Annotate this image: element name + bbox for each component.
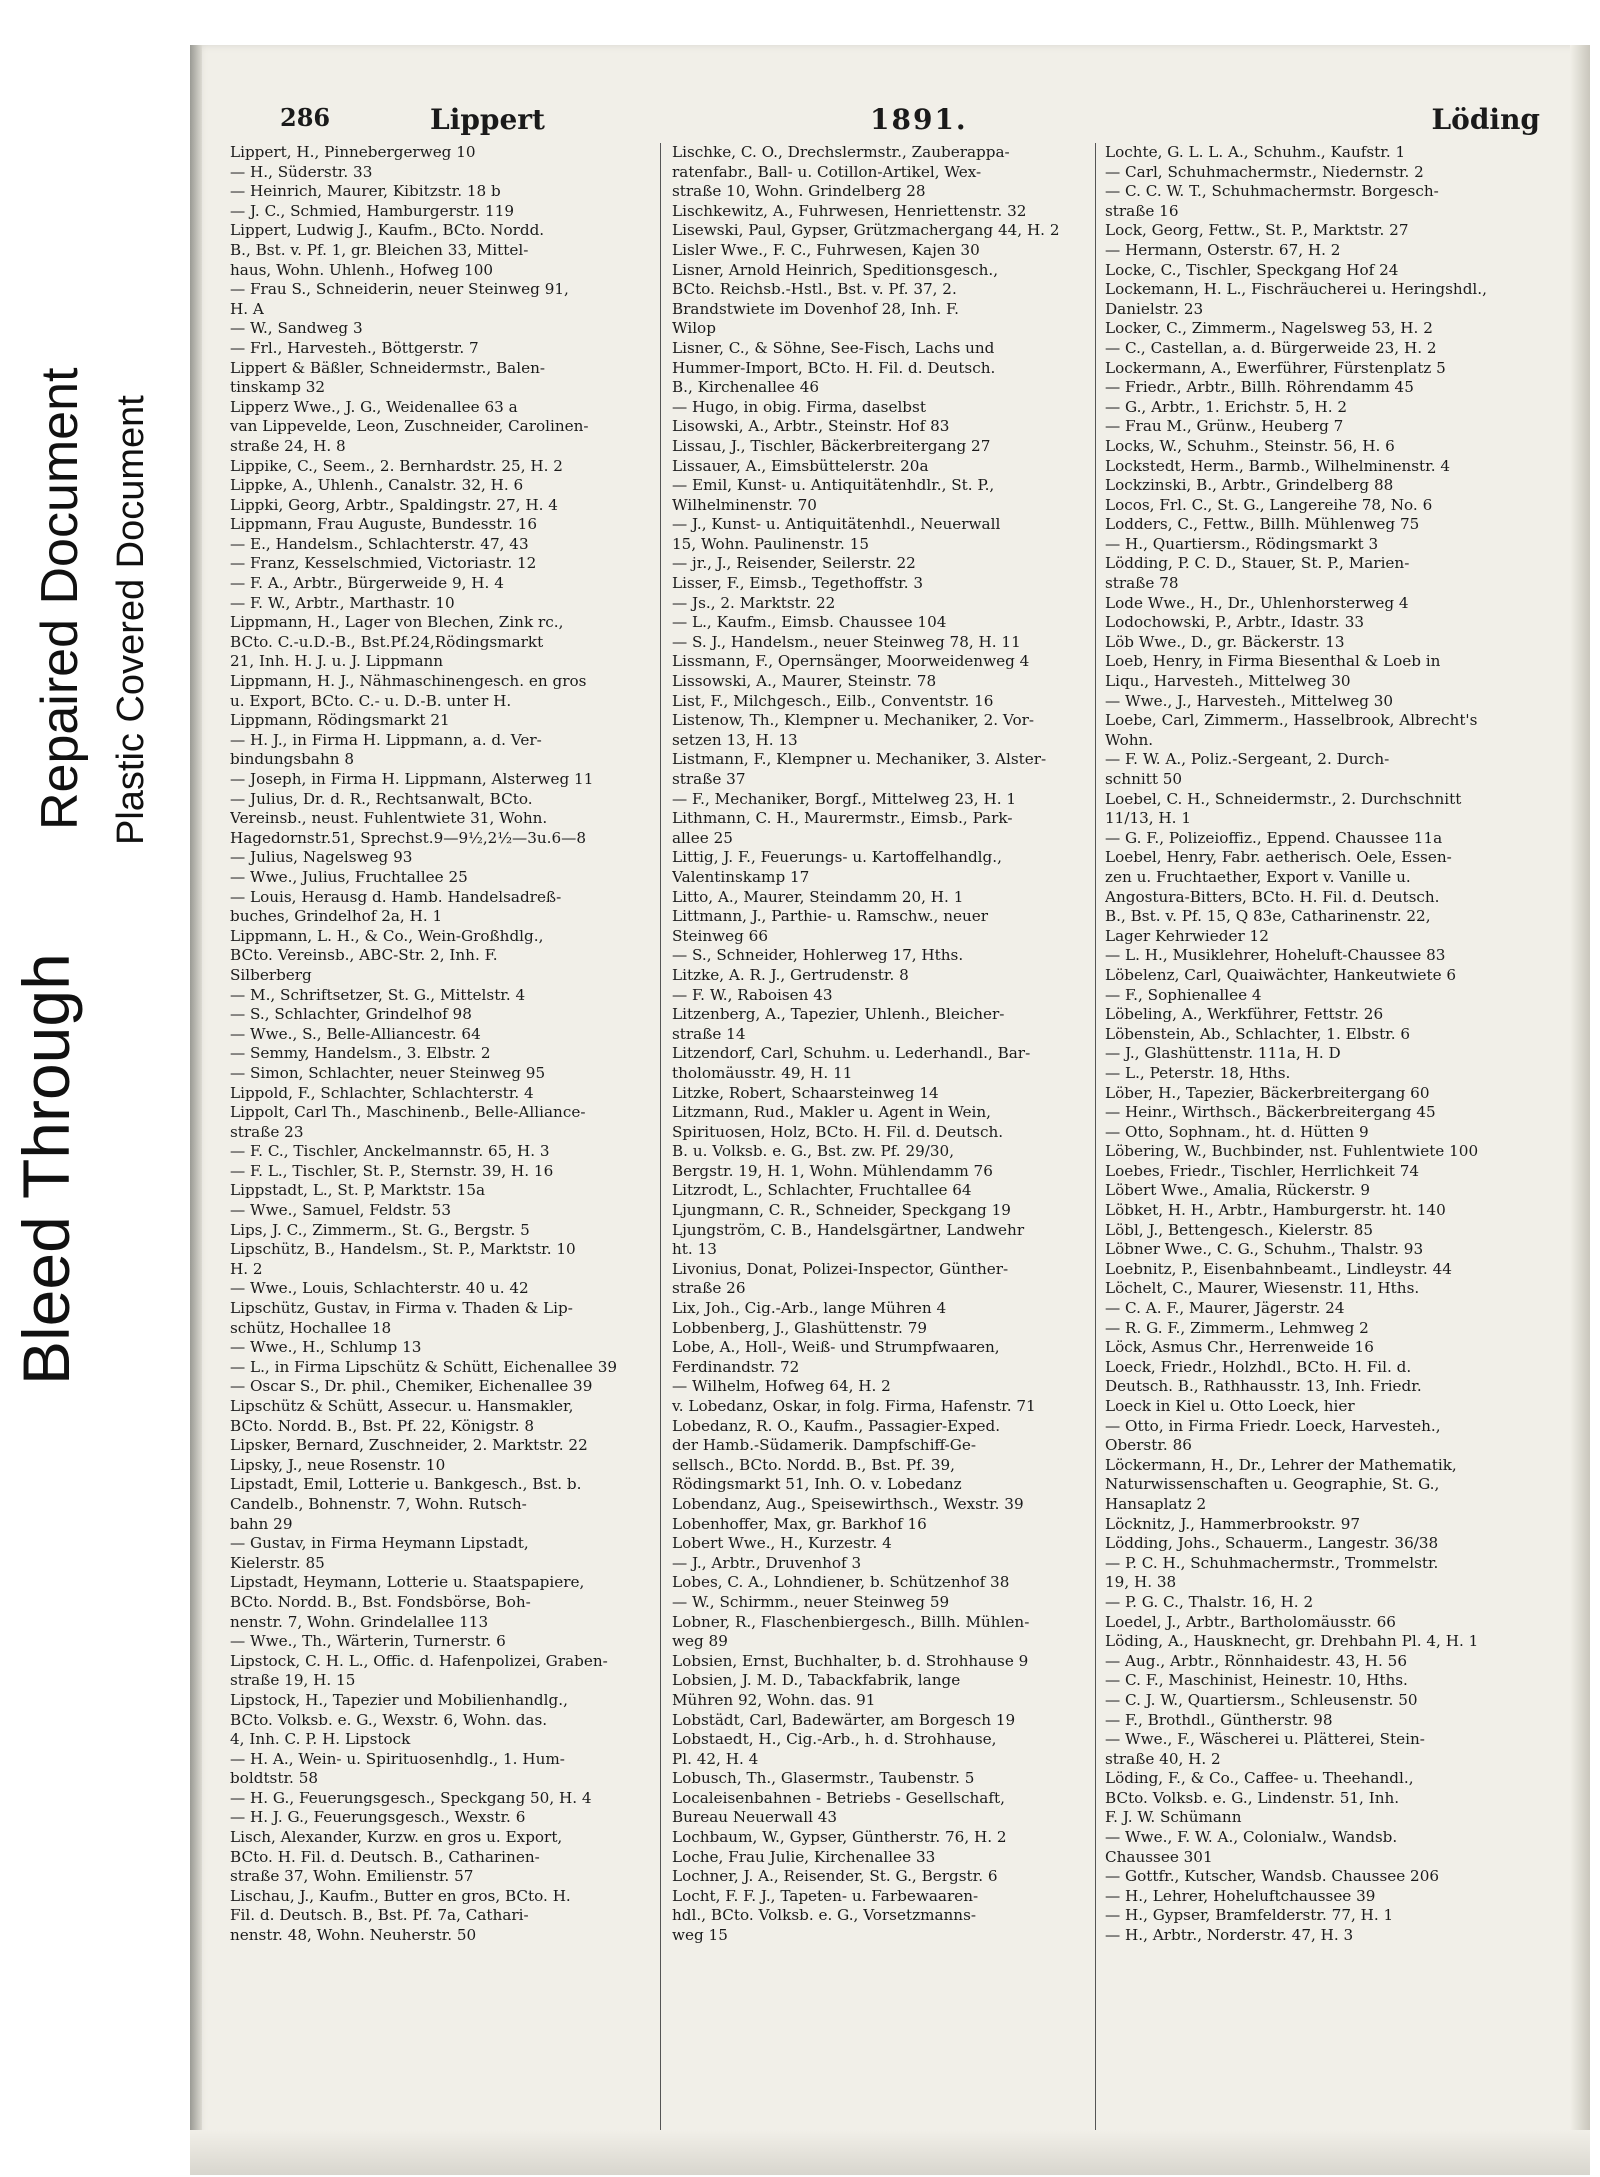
directory-entry-line: — F., Mechaniker, Borgf., Mittelweg 23, H. 1 [672, 789, 1017, 808]
directory-entry-line: buches, Grindelhof 2a, H. 1 [230, 907, 443, 926]
directory-entry-line: Lippert, Ludwig J., Kaufm., BCto. Nordd. [230, 221, 545, 240]
directory-entry-line: — Frau M., Grünw., Heuberg 7 [1105, 417, 1344, 436]
directory-entry-line: weg 15 [672, 1926, 728, 1945]
directory-entry-line: Locht, F. F. J., Tapeten- u. Farbewaaren- [672, 1886, 979, 1905]
directory-entry-line: straße 19, H. 15 [230, 1671, 356, 1690]
directory-entry-line: Locos, Frl. C., St. G., Langereihe 78, No. 6 [1105, 495, 1433, 514]
directory-entry-line: Vereinsb., neust. Fuhlentwiete 31, Wohn. [230, 809, 548, 828]
directory-entry-line: — H., Arbtr., Norderstr. 47, H. 3 [1105, 1926, 1354, 1945]
directory-entry-line: Lips, J. C., Zimmerm., St. G., Bergstr. 5 [230, 1220, 530, 1239]
directory-entry-line: Lisch, Alexander, Kurzw. en gros u. Export, [230, 1828, 563, 1847]
directory-entry-line: Lippmann, L. H., & Co., Wein-Großhdlg., [230, 926, 544, 945]
directory-entry-line: bahn 29 [230, 1514, 293, 1533]
directory-entry-line: — L., Kaufm., Eimsb. Chaussee 104 [672, 613, 947, 632]
directory-entry-line: Lippmann, Frau Auguste, Bundesstr. 16 [230, 515, 538, 534]
directory-entry-line: Lode Wwe., H., Dr., Uhlenhorsterweg 4 [1105, 593, 1409, 612]
directory-entry-line: 15, Wohn. Paulinenstr. 15 [672, 534, 870, 553]
directory-entry-line: straße 26 [672, 1279, 746, 1298]
directory-entry-line: — Wilhelm, Hofweg 64, H. 2 [672, 1377, 891, 1396]
directory-entry-line: BCto. Nordd. B., Bst. Fondsbörse, Boh- [230, 1592, 531, 1611]
directory-entry-line: Fil. d. Deutsch. B., Bst. Pf. 7a, Cathari- [230, 1906, 529, 1925]
directory-entry-line: Lisowski, A., Arbtr., Steinstr. Hof 83 [672, 417, 950, 436]
directory-entry-line: Lisner, Arnold Heinrich, Speditionsgesch., [672, 260, 999, 279]
directory-entry-line: Lippke, A., Uhlenh., Canalstr. 32, H. 6 [230, 476, 524, 495]
directory-entry-line: Litzke, Robert, Schaarsteinweg 14 [672, 1083, 939, 1102]
directory-entry-line: — Carl, Schuhmachermstr., Niedernstr. 2 [1105, 162, 1424, 181]
directory-entry-line: straße 14 [672, 1024, 746, 1043]
column-divider [1095, 143, 1096, 2138]
directory-entry-line: Löchelt, C., Maurer, Wiesenstr. 11, Hths. [1105, 1279, 1420, 1298]
directory-entry-line: — Wwe., F., Wäscherei u. Plätterei, Stein- [1105, 1730, 1425, 1749]
directory-entry-line: Lobendanz, Aug., Speisewirthsch., Wexstr. 39 [672, 1494, 1024, 1513]
directory-entry-line: — Heinr., Wirthsch., Bäckerbreitergang 45 [1105, 1103, 1436, 1122]
directory-entry-line: straße 37, Wohn. Emilienstr. 57 [230, 1867, 474, 1886]
directory-entry-line: Wilop [672, 319, 716, 338]
directory-entry-line: Rödingsmarkt 51, Inh. O. v. Lobedanz [672, 1475, 962, 1494]
directory-entry-line: — H. J. G., Feuerungsgesch., Wexstr. 6 [230, 1808, 526, 1827]
directory-entry-line: Lochner, J. A., Reisender, St. G., Bergstr. 6 [672, 1867, 998, 1886]
directory-entry-line: tholomäusstr. 49, H. 11 [672, 1063, 853, 1082]
directory-entry-line: — L. H., Musiklehrer, Hoheluft-Chaussee 83 [1105, 946, 1446, 965]
directory-entry-line: — C. F., Maschinist, Heinestr. 10, Hths. [1105, 1671, 1408, 1690]
directory-entry-line: — S., Schlachter, Grindelhof 98 [230, 1005, 472, 1024]
directory-entry-line: — E., Handelsm., Schlachterstr. 47, 43 [230, 534, 529, 553]
directory-entry-line: — F. W., Raboisen 43 [672, 985, 833, 1004]
directory-entry-line: Lobstädt, Carl, Badewärter, am Borgesch 19 [672, 1710, 1016, 1729]
directory-entry-line: Litzenberg, A., Tapezier, Uhlenh., Bleicher- [672, 1005, 1005, 1024]
directory-entry-line: H. 2 [230, 1259, 263, 1278]
directory-entry-line: Lödding, P. C. D., Stauer, St. P., Marien- [1105, 554, 1410, 573]
directory-entry-line: Loeb, Henry, in Firma Biesenthal & Loeb in [1105, 652, 1441, 671]
directory-entry-line: straße 23 [230, 1122, 304, 1141]
directory-entry-line: Lipsker, Bernard, Zuschneider, 2. Marktstr. 22 [230, 1436, 588, 1455]
directory-entry-line: Locke, C., Tischler, Speckgang Hof 24 [1105, 260, 1399, 279]
directory-entry-line: Litzrodt, L., Schlachter, Fruchtallee 64 [672, 1181, 972, 1200]
directory-entry-line: schütz, Hochallee 18 [230, 1318, 392, 1337]
directory-entry-line: Loeck in Kiel u. Otto Loeck, hier [1105, 1397, 1355, 1415]
directory-entry-line: straße 78 [1105, 574, 1179, 593]
directory-column-2 [672, 143, 1092, 1946]
directory-entry-line: Angostura-Bitters, BCto. H. Fil. d. Deutsch. [1105, 887, 1440, 906]
directory-entry-line: — C. A. F., Maurer, Jägerstr. 24 [1105, 1299, 1345, 1318]
directory-entry-line: Löck, Asmus Chr., Herrenweide 16 [1105, 1338, 1374, 1357]
directory-entry-line: Lock, Georg, Fettw., St. P., Marktstr. 27 [1105, 221, 1409, 240]
directory-entry-line: Lippmann, H. J., Nähmaschinengesch. en gros [230, 672, 587, 691]
directory-entry-line: Lobert Wwe., H., Kurzestr. 4 [672, 1534, 892, 1553]
directory-entry-line: Kielerstr. 85 [230, 1553, 325, 1572]
directory-entry-line: Lochte, G. L. L. A., Schuhm., Kaufstr. 1 [1105, 143, 1406, 161]
directory-entry-line: — J., Kunst- u. Antiquitätenhdl., Neuerwall [672, 515, 1001, 534]
directory-entry-line: Deutsch. B., Rathhausstr. 13, Inh. Friedr. [1105, 1377, 1422, 1396]
directory-entry-line: — Gottfr., Kutscher, Wandsb. Chaussee 206 [1105, 1867, 1440, 1886]
directory-entry-line: Hagedornstr.51, Sprechst.9—9½,2½—3u.6—8 [230, 828, 587, 847]
directory-entry-line: — Semmy, Handelsm., 3. Elbstr. 2 [230, 1044, 491, 1063]
directory-entry-line: Lippstadt, L., St. P, Marktstr. 15a [230, 1181, 486, 1200]
directory-entry-line: nenstr. 48, Wohn. Neuherstr. 50 [230, 1926, 477, 1945]
directory-entry-line: — F. L., Tischler, St. P., Sternstr. 39, H. 16 [230, 1161, 554, 1180]
directory-entry-line: Lissowski, A., Maurer, Steinstr. 78 [672, 672, 937, 691]
directory-entry-line: Lobes, C. A., Lohndiener, b. Schützenhof 38 [672, 1573, 1010, 1592]
directory-entry-line: — Julius, Nagelsweg 93 [230, 848, 413, 867]
plastic-covered-stamp: Plastic Covered Document [110, 395, 152, 845]
directory-entry-line: Lissmann, F., Opernsänger, Moorweidenweg 4 [672, 652, 1030, 671]
directory-entry-line: — Otto, Sophnam., ht. d. Hütten 9 [1105, 1122, 1369, 1141]
directory-entry-line: Lödding, Johs., Schauerm., Langestr. 36/38 [1105, 1534, 1439, 1553]
directory-entry-line: — W., Sandweg 3 [230, 319, 363, 338]
directory-entry-line: — Gustav, in Firma Heymann Lipstadt, [230, 1534, 529, 1553]
directory-entry-line: Löding, F., & Co., Caffee- u. Theehandl., [1105, 1769, 1414, 1788]
directory-entry-line: Wilhelminenstr. 70 [672, 495, 817, 514]
directory-entry-line: Lippert & Bäßler, Schneidermstr., Balen- [230, 358, 545, 377]
directory-entry-line: Löding, A., Hausknecht, gr. Drehbahn Pl. 4, H. 1 [1105, 1632, 1479, 1651]
directory-entry-line: Litzke, A. R. J., Gertrudenstr. 8 [672, 965, 909, 984]
directory-entry-line: Lobusch, Th., Glasermstr., Taubenstr. 5 [672, 1769, 975, 1788]
directory-entry-line: — Heinrich, Maurer, Kibitzstr. 18 b [230, 182, 501, 201]
directory-entry-line: — F. W. A., Poliz.-Sergeant, 2. Durch- [1105, 750, 1390, 769]
directory-entry-line: Lithmann, C. H., Maurermstr., Eimsb., Park- [672, 809, 1013, 828]
directory-entry-line: — J., Glashüttenstr. 111a, H. D [1105, 1044, 1341, 1063]
directory-entry-line: BCto. Vereinsb., ABC-Str. 2, Inh. F. [230, 946, 498, 965]
directory-entry-line: — Wwe., F. W. A., Colonialw., Wandsb. [1105, 1828, 1398, 1847]
directory-entry-line: — L., in Firma Lipschütz & Schütt, Eichenallee 39 [230, 1357, 618, 1376]
directory-entry-line: — F. A., Arbtr., Bürgerweide 9, H. 4 [230, 574, 504, 593]
directory-entry-line: BCto. H. Fil. d. Deutsch. B., Catharinen- [230, 1847, 540, 1866]
directory-entry-line: Pl. 42, H. 4 [672, 1749, 759, 1768]
directory-entry-line: — C. C. W. T., Schuhmachermstr. Borgesch- [1105, 182, 1439, 201]
directory-entry-line: Loeck, Friedr., Holzhdl., BCto. H. Fil. d. [1105, 1357, 1412, 1376]
directory-entry-line: — Louis, Herausg d. Hamb. Handelsadreß- [230, 887, 562, 906]
directory-entry-line: Locker, C., Zimmerm., Nagelsweg 53, H. 2 [1105, 319, 1433, 338]
directory-entry-line: Ljungström, C. B., Handelsgärtner, Landwehr [672, 1220, 1025, 1239]
directory-entry-line: Lipschütz, Gustav, in Firma v. Thaden & Lip- [230, 1299, 573, 1318]
directory-entry-line: Wohn. [1105, 730, 1154, 749]
directory-entry-line: Lisewski, Paul, Gypser, Grützmachergang 44, H. 2 [672, 221, 1060, 240]
directory-entry-line: Loebel, C. H., Schneidermstr., 2. Durchschnitt [1105, 789, 1462, 808]
directory-entry-line: BCto. Reichsb.-Hstl., Bst. v. Pf. 37, 2. [672, 280, 957, 299]
directory-entry-line: Livonius, Donat, Polizei-Inspector, Günther- [672, 1259, 1009, 1278]
directory-entry-line: Steinweg 66 [672, 926, 768, 945]
directory-entry-line: Löbenstein, Ab., Schlachter, 1. Elbstr. 6 [1105, 1024, 1411, 1043]
directory-entry-line: — Wwe., Th., Wärterin, Turnerstr. 6 [230, 1632, 506, 1651]
bleed-through-stamp: Bleed Through [9, 953, 83, 1385]
directory-entry-line: — J. C., Schmied, Hamburgerstr. 119 [230, 201, 515, 220]
directory-entry-line: Lager Kehrwieder 12 [1105, 926, 1269, 945]
directory-entry-line: Lippmann, Rödingsmarkt 21 [230, 711, 450, 730]
directory-entry-line: Loche, Frau Julie, Kirchenallee 33 [672, 1847, 936, 1866]
directory-entry-line: Lippki, Georg, Arbtr., Spaldingstr. 27, H. 4 [230, 495, 558, 514]
directory-entry-line: Danielstr. 23 [1105, 299, 1204, 318]
directory-entry-line: nenstr. 7, Wohn. Grindelallee 113 [230, 1612, 489, 1631]
directory-entry-line: haus, Wohn. Uhlenh., Hofweg 100 [230, 260, 494, 279]
directory-entry-line: F. J. W. Schümann [1105, 1808, 1242, 1827]
directory-entry-line: — Wwe., J., Harvesteh., Mittelweg 30 [1105, 691, 1394, 710]
directory-entry-line: BCto. C.-u.D.-B., Bst.Pf.24,Rödingsmarkt [230, 632, 544, 651]
directory-entry-line: — F. W., Arbtr., Marthastr. 10 [230, 593, 455, 612]
directory-entry-line: tinskamp 32 [230, 378, 326, 397]
directory-entry-line: — Wwe., Samuel, Feldstr. 53 [230, 1201, 451, 1220]
directory-entry-line: Spirituosen, Holz, BCto. H. Fil. d. Deutsch. [672, 1122, 1004, 1141]
directory-entry-line: Hummer-Import, BCto. H. Fil. d. Deutsch. [672, 358, 996, 377]
page-bottom-shade [190, 2130, 1590, 2175]
header-year: 1891. [870, 103, 968, 136]
directory-entry-line: — Js., 2. Marktstr. 22 [672, 593, 836, 612]
directory-entry-line: Liqu., Harvesteh., Mittelweg 30 [1105, 672, 1351, 691]
directory-entry-line: Lodochowski, P., Arbtr., Idastr. 33 [1105, 613, 1365, 632]
directory-entry-line: — Oscar S., Dr. phil., Chemiker, Eichenallee 39 [230, 1377, 593, 1396]
directory-entry-line: Lipstock, C. H. L., Offic. d. Hafenpolizei, Graben- [230, 1651, 608, 1670]
directory-entry-line: weg 89 [672, 1632, 728, 1651]
directory-entry-line: Lockemann, H. L., Fischräucherei u. Heringshdl., [1105, 280, 1487, 299]
directory-entry-line: — Wwe., S., Belle-Alliancestr. 64 [230, 1024, 481, 1043]
directory-entry-line: Lobenhoffer, Max, gr. Barkhof 16 [672, 1514, 927, 1533]
directory-entry-line: — H., Gypser, Bramfelderstr. 77, H. 1 [1105, 1906, 1394, 1925]
directory-entry-line: 21, Inh. H. J. u. J. Lippmann [230, 652, 444, 671]
repaired-document-stamp: Repaired Document [31, 367, 89, 830]
directory-entry-line: — C. J. W., Quartiersm., Schleusenstr. 50 [1105, 1690, 1418, 1709]
directory-entry-line: — Emil, Kunst- u. Antiquitätenhdlr., St. P., [672, 476, 995, 495]
directory-entry-line: BCto. Volksb. e. G., Lindenstr. 51, Inh. [1105, 1788, 1400, 1807]
directory-entry-line: Lipperz Wwe., J. G., Weidenallee 63 a [230, 397, 518, 416]
directory-entry-line: straße 40, H. 2 [1105, 1749, 1221, 1768]
directory-entry-line: Löber, H., Tapezier, Bäckerbreitergang 60 [1105, 1083, 1430, 1102]
directory-entry-line: Lippike, C., Seem., 2. Bernhardstr. 25, H. 2 [230, 456, 563, 475]
directory-entry-line: — Otto, in Firma Friedr. Loeck, Harvesteh., [1105, 1416, 1441, 1435]
directory-entry-line: u. Export, BCto. C.- u. D.-B. unter H. [230, 691, 512, 710]
directory-entry-line: Lipschütz & Schütt, Assecur. u. Hansmakler, [230, 1397, 574, 1415]
directory-entry-line: Lochbaum, W., Gypser, Güntherstr. 76, H. 2 [672, 1828, 1007, 1847]
directory-entry-line: ratenfabr., Ball- u. Cotillon-Artikel, Wex- [672, 162, 982, 181]
directory-entry-line: 4, Inh. C. P. H. Lipstock [230, 1730, 411, 1749]
directory-entry-line: Lobedanz, R. O., Kaufm., Passagier-Exped. [672, 1416, 1001, 1435]
directory-entry-line: bindungsbahn 8 [230, 750, 354, 769]
directory-entry-line: List, F., Milchgesch., Eilb., Conventstr. 16 [672, 691, 994, 710]
directory-entry-line: — S., Schneider, Hohlerweg 17, Hths. [672, 946, 964, 965]
directory-entry-line: — H., Quartiersm., Rödingsmarkt 3 [1105, 534, 1379, 553]
directory-entry-line: B., Kirchenallee 46 [672, 378, 820, 397]
directory-entry-line: Littmann, J., Parthie- u. Ramschw., neuer [672, 907, 988, 926]
directory-entry-line: Lippold, F., Schlachter, Schlachterstr. 4 [230, 1083, 534, 1102]
directory-entry-line: Loedel, J., Arbtr., Bartholomäusstr. 66 [1105, 1612, 1396, 1631]
directory-entry-line: — Simon, Schlachter, neuer Steinweg 95 [230, 1063, 546, 1082]
directory-entry-line: Löckermann, H., Dr., Lehrer der Mathematik, [1105, 1455, 1457, 1474]
directory-entry-line: Löbket, H. H., Arbtr., Hamburgerstr. ht. 140 [1105, 1201, 1446, 1220]
directory-entry-line: — H. J., in Firma H. Lippmann, a. d. Ver- [230, 730, 542, 749]
directory-entry-line: — jr., J., Reisender, Seilerstr. 22 [672, 554, 916, 573]
directory-entry-line: setzen 13, H. 13 [672, 730, 798, 749]
directory-entry-line: Lissauer, A., Eimsbüttelerstr. 20a [672, 456, 929, 475]
directory-entry-line: allee 25 [672, 828, 733, 847]
directory-entry-line: — Frau S., Schneiderin, neuer Steinweg 91, [230, 280, 569, 299]
directory-entry-line: — G. F., Polizeioffiz., Eppend. Chaussee 11a [1105, 828, 1443, 847]
column-divider [660, 143, 661, 2138]
directory-entry-line: Littig, J. F., Feuerungs- u. Kartoffelhandlg., [672, 848, 1002, 867]
page-fold-shadow [1570, 45, 1590, 2175]
directory-entry-line: BCto. Volksb. e. G., Wexstr. 6, Wohn. das. [230, 1710, 548, 1729]
directory-entry-line: Löbelenz, Carl, Quaiwächter, Hankeutwiete 6 [1105, 965, 1457, 984]
directory-entry-line: Ferdinandstr. 72 [672, 1357, 800, 1376]
directory-entry-line: Lobstaedt, H., Cig.-Arb., h. d. Strohhause, [672, 1730, 997, 1749]
directory-entry-line: Loebes, Friedr., Tischler, Herrlichkeit 74 [1105, 1161, 1420, 1180]
directory-entry-line: — Friedr., Arbtr., Billh. Röhrendamm 45 [1105, 378, 1414, 397]
directory-entry-line: Löbering, W., Buchbinder, nst. Fuhlentwiete 100 [1105, 1142, 1479, 1161]
directory-entry-line: Ljungmann, C. R., Schneider, Speckgang 19 [672, 1201, 1011, 1220]
directory-entry-line: — Joseph, in Firma H. Lippmann, Alsterweg 11 [230, 770, 594, 788]
directory-entry-line: Lipstadt, Heymann, Lotterie u. Staatspapiere, [230, 1573, 585, 1592]
header-right-keyword: Löding [1431, 103, 1540, 136]
directory-entry-line: H. A [230, 299, 264, 318]
directory-entry-line: Lipstadt, Emil, Lotterie u. Bankgesch., Bst. b. [230, 1475, 582, 1494]
directory-entry-line: Lipschütz, B., Handelsm., St. P., Marktstr. 10 [230, 1240, 576, 1259]
directory-entry-line: straße 24, H. 8 [230, 436, 346, 455]
page-number: 286 [280, 103, 331, 132]
directory-entry-line: — P. C. H., Schuhmachermstr., Trommelstr. [1105, 1553, 1439, 1572]
directory-entry-line: — H., Süderstr. 33 [230, 162, 373, 181]
directory-entry-line: 19, H. 38 [1105, 1573, 1177, 1592]
directory-entry-line: — G., Arbtr., 1. Erichstr. 5, H. 2 [1105, 397, 1348, 416]
directory-entry-line: — Wwe., H., Schlump 13 [230, 1338, 422, 1357]
directory-entry-line: — Julius, Dr. d. R., Rechtsanwalt, BCto. [230, 789, 533, 808]
directory-entry-line: Loebnitz, P., Eisenbahnbeamt., Lindleystr. 44 [1105, 1259, 1452, 1278]
directory-entry-line: Lobsien, Ernst, Buchhalter, b. d. Strohhause 9 [672, 1651, 1029, 1670]
directory-entry-line: — J., Arbtr., Druvenhof 3 [672, 1553, 862, 1572]
directory-entry-line: Lissau, J., Tischler, Bäckerbreitergang 27 [672, 436, 991, 455]
directory-entry-line: Listenow, Th., Klempner u. Mechaniker, 2. Vor- [672, 711, 1034, 730]
directory-entry-line: Loebe, Carl, Zimmerm., Hasselbrook, Albrecht's [1105, 711, 1478, 730]
directory-entry-line: Lipstock, H., Tapezier und Mobilienhandlg., [230, 1690, 568, 1709]
directory-entry-line: Locks, W., Schuhm., Steinstr. 56, H. 6 [1105, 436, 1395, 455]
directory-entry-line: — R. G. F., Zimmerm., Lehmweg 2 [1105, 1318, 1369, 1337]
directory-entry-line: Lisner, C., & Söhne, See-Fisch, Lachs und [672, 338, 995, 357]
directory-entry-line: der Hamb.-Südamerik. Dampfschiff-Ge- [672, 1436, 977, 1455]
directory-entry-line: Löbl, J., Bettengesch., Kielerstr. 85 [1105, 1220, 1374, 1239]
directory-entry-line: boldtstr. 58 [230, 1769, 319, 1788]
directory-entry-line: Lischau, J., Kaufm., Butter en gros, BCto. H. [230, 1886, 571, 1905]
directory-entry-line: Litzmann, Rud., Makler u. Agent in Wein, [672, 1103, 992, 1122]
directory-entry-line: — Hugo, in obig. Firma, daselbst [672, 397, 926, 416]
directory-entry-line: Lipsky, J., neue Rosenstr. 10 [230, 1455, 446, 1474]
directory-entry-line: Löbert Wwe., Amalia, Rückerstr. 9 [1105, 1181, 1371, 1200]
directory-entry-line: — Wwe., Louis, Schlachterstr. 40 u. 42 [230, 1279, 529, 1298]
directory-entry-line: van Lippevelde, Leon, Zuschneider, Carolinen- [230, 417, 589, 436]
directory-entry-line: Valentinskamp 17 [672, 867, 810, 886]
directory-entry-line: Litto, A., Maurer, Steindamm 20, H. 1 [672, 887, 964, 906]
directory-entry-line: — W., Schirmm., neuer Steinweg 59 [672, 1592, 950, 1611]
directory-entry-line: — S. J., Handelsm., neuer Steinweg 78, H. 11 [672, 632, 1021, 651]
directory-entry-line: Lippolt, Carl Th., Maschinenb., Belle-Alliance- [230, 1103, 586, 1122]
directory-entry-line: straße 37 [672, 770, 746, 788]
directory-entry-line: Löbner Wwe., C. G., Schuhm., Thalstr. 93 [1105, 1240, 1424, 1259]
directory-entry-line: straße 10, Wohn. Grindelberg 28 [672, 182, 926, 201]
directory-entry-line: Bergstr. 19, H. 1, Wohn. Mühlendamm 76 [672, 1161, 993, 1180]
directory-entry-line: Localeisenbahnen - Betriebs - Gesellschaft, [672, 1788, 1005, 1807]
directory-entry-line: Chaussee 301 [1105, 1847, 1213, 1866]
header-left-keyword: Lippert [430, 103, 545, 136]
directory-entry-line: Lodders, C., Fettw., Billh. Mühlenweg 75 [1105, 515, 1420, 534]
directory-entry-line: — Hermann, Osterstr. 67, H. 2 [1105, 240, 1341, 259]
directory-entry-line: Löbeling, A., Werkführer, Fettstr. 26 [1105, 1005, 1384, 1024]
directory-entry-line: — Frl., Harvesteh., Böttgerstr. 7 [230, 338, 479, 357]
directory-entry-line: zen u. Fruchtaether, Export v. Vanille u. [1105, 867, 1411, 886]
directory-entry-line: Lockzinski, B., Arbtr., Grindelberg 88 [1105, 476, 1394, 495]
page-binding-edge [190, 45, 202, 2175]
directory-column-3 [1105, 143, 1535, 1946]
directory-entry-line: ht. 13 [672, 1240, 717, 1259]
document-page [190, 45, 1590, 2175]
directory-column-1 [230, 143, 655, 1946]
directory-entry-line: — C., Castellan, a. d. Bürgerweide 23, H. 2 [1105, 338, 1437, 357]
directory-entry-line: Lix, Joh., Cig.-Arb., lange Mühren 4 [672, 1299, 947, 1318]
directory-entry-line: — H. A., Wein- u. Spirituosenhdlg., 1. Hum- [230, 1749, 565, 1768]
directory-entry-line: — F. C., Tischler, Anckelmannstr. 65, H. 3 [230, 1142, 550, 1161]
directory-entry-line: Lippmann, H., Lager von Blechen, Zink rc., [230, 613, 564, 632]
directory-entry-line: hdl., BCto. Volksb. e. G., Vorsetzmanns- [672, 1906, 977, 1925]
directory-entry-line: Oberstr. 86 [1105, 1436, 1192, 1455]
directory-entry-line: Lisser, F., Eimsb., Tegethoffstr. 3 [672, 574, 924, 593]
directory-entry-line: Lippert, H., Pinnebergerweg 10 [230, 143, 476, 161]
directory-entry-line: Lobsien, J. M. D., Tabackfabrik, lange [672, 1671, 961, 1690]
directory-entry-line: — P. G. C., Thalstr. 16, H. 2 [1105, 1592, 1314, 1611]
directory-entry-line: — L., Peterstr. 18, Hths. [1105, 1063, 1291, 1082]
directory-entry-line: Lockermann, A., Ewerführer, Fürstenplatz 5 [1105, 358, 1446, 377]
directory-entry-line: sellsch., BCto. Nordd. B., Bst. Pf. 39, [672, 1455, 956, 1474]
directory-entry-line: — M., Schriftsetzer, St. G., Mittelstr. 4 [230, 985, 526, 1004]
directory-entry-line: — Aug., Arbtr., Rönnhaidestr. 43, H. 56 [1105, 1651, 1407, 1670]
directory-entry-line: schnitt 50 [1105, 770, 1183, 788]
directory-entry-line: — F., Sophienallee 4 [1105, 985, 1262, 1004]
directory-entry-line: — Wwe., Julius, Fruchtallee 25 [230, 867, 468, 886]
directory-entry-line: Lobe, A., Holl-, Weiß- und Strumpfwaaren, [672, 1338, 1000, 1357]
directory-entry-line: Hansaplatz 2 [1105, 1494, 1207, 1513]
directory-entry-line: 11/13, H. 1 [1105, 809, 1191, 828]
directory-entry-line: B., Bst. v. Pf. 1, gr. Bleichen 33, Mittel- [230, 240, 529, 259]
directory-entry-line: Löb Wwe., D., gr. Bäckerstr. 13 [1105, 632, 1345, 651]
directory-entry-line: Bureau Neuerwall 43 [672, 1808, 838, 1827]
directory-entry-line: v. Lobedanz, Oskar, in folg. Firma, Hafenstr. 71 [672, 1397, 1036, 1415]
directory-entry-line: — H. G., Feuerungsgesch., Speckgang 50, H. 4 [230, 1788, 592, 1807]
directory-entry-line: Candelb., Bohnenstr. 7, Wohn. Rutsch- [230, 1494, 527, 1513]
directory-entry-line: Lischkewitz, A., Fuhrwesen, Henriettenstr. 32 [672, 201, 1027, 220]
directory-entry-line: — Franz, Kesselschmied, Victoriastr. 12 [230, 554, 537, 573]
directory-entry-line: Loebel, Henry, Fabr. aetherisch. Oele, Essen- [1105, 848, 1452, 867]
directory-entry-line: BCto. Nordd. B., Bst. Pf. 22, Königstr. 8 [230, 1416, 535, 1435]
directory-entry-line: Lockstedt, Herm., Barmb., Wilhelminenstr. 4 [1105, 456, 1451, 475]
directory-entry-line: Mühren 92, Wohn. das. 91 [672, 1690, 876, 1709]
directory-entry-line: straße 16 [1105, 201, 1179, 220]
directory-entry-line: B., Bst. v. Pf. 15, Q 83e, Catharinenstr. 22, [1105, 907, 1431, 926]
directory-entry-line: Naturwissenschaften u. Geographie, St. G., [1105, 1475, 1440, 1494]
directory-entry-line: — F., Brothdl., Güntherstr. 98 [1105, 1710, 1333, 1729]
directory-entry-line: Brandstwiete im Dovenhof 28, Inh. F. [672, 299, 959, 318]
directory-entry-line: Lisler Wwe., F. C., Fuhrwesen, Kajen 30 [672, 240, 980, 259]
directory-entry-line: Löcknitz, J., Hammerbrookstr. 97 [1105, 1514, 1361, 1533]
directory-entry-line: Listmann, F., Klempner u. Mechaniker, 3. Alster- [672, 750, 1047, 769]
directory-entry-line: Lobner, R., Flaschenbiergesch., Billh. Mühlen- [672, 1612, 1030, 1631]
directory-entry-line: — H., Lehrer, Hoheluftchaussee 39 [1105, 1886, 1376, 1905]
directory-entry-line: Silberberg [230, 965, 312, 984]
directory-entry-line: B. u. Volksb. e. G., Bst. zw. Pf. 29/30, [672, 1142, 955, 1161]
directory-entry-line: Lobbenberg, J., Glashüttenstr. 79 [672, 1318, 928, 1337]
directory-entry-line: Litzendorf, Carl, Schuhm. u. Lederhandl., Bar- [672, 1044, 1031, 1063]
directory-entry-line: Lischke, C. O., Drechslermstr., Zauberappa- [672, 143, 1010, 161]
